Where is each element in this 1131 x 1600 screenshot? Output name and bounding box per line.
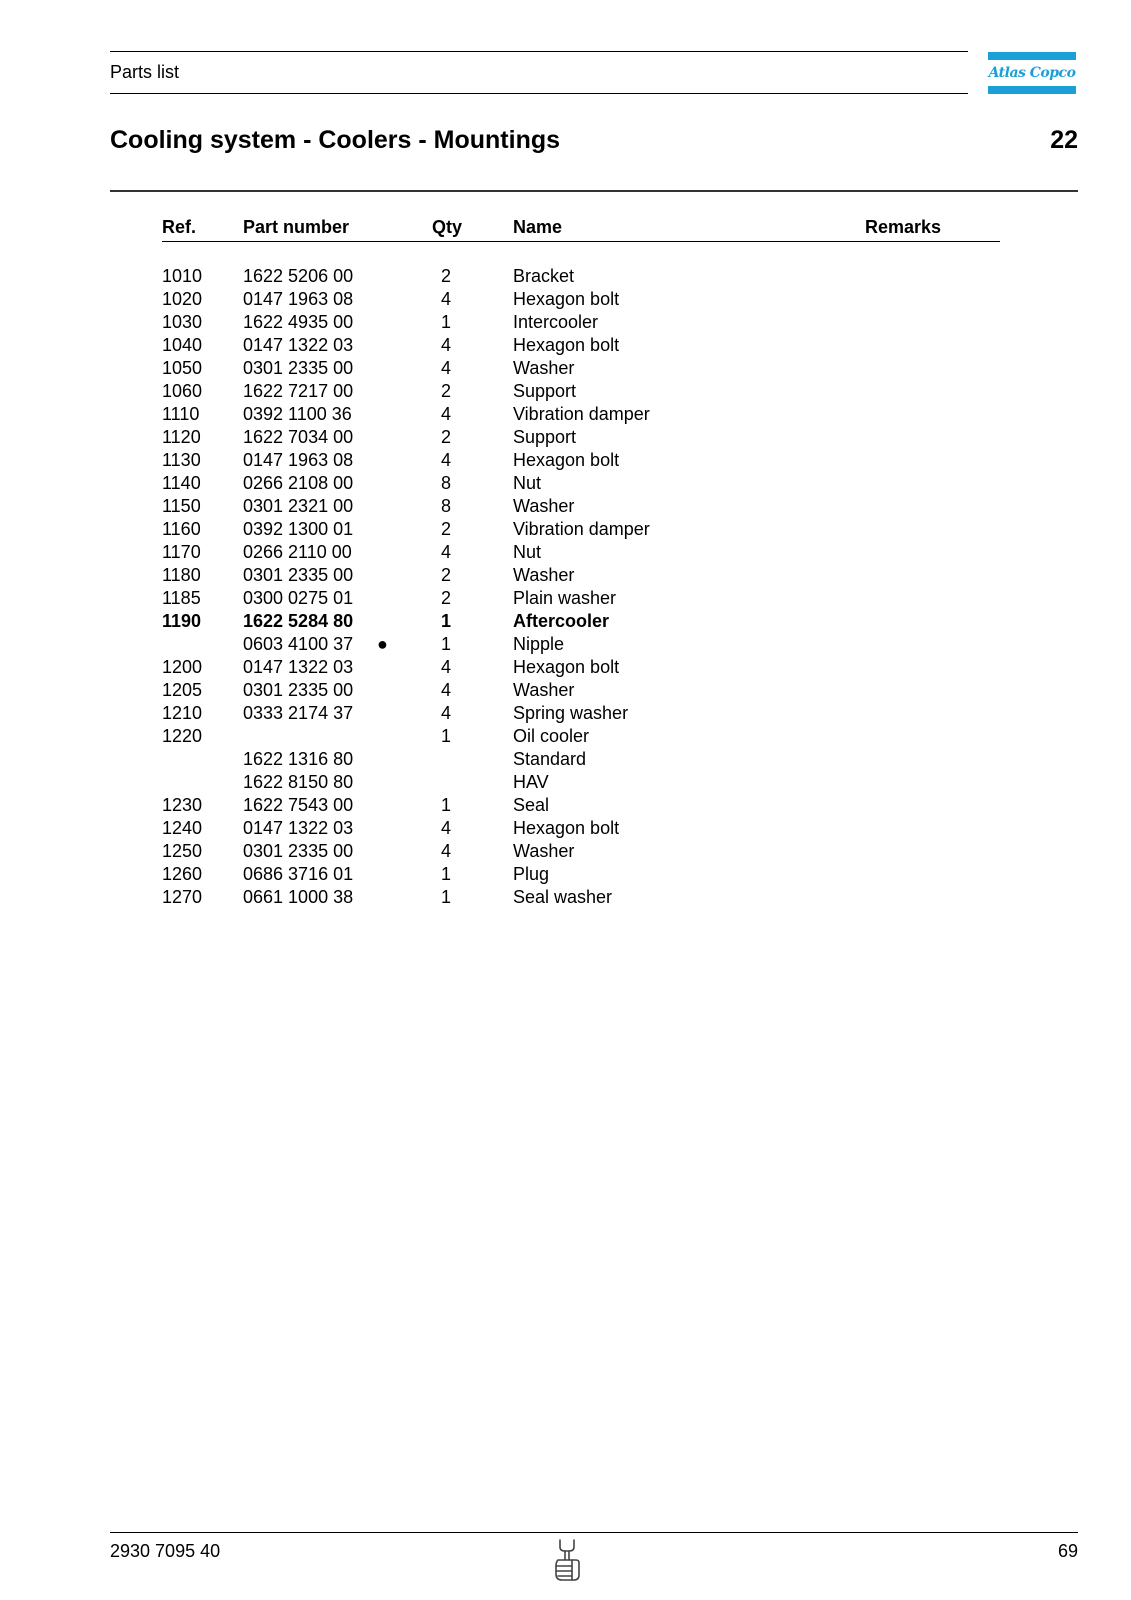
name-cell: Aftercooler	[513, 611, 610, 631]
table-row	[162, 403, 1000, 426]
table-row	[162, 633, 1000, 656]
qty-cell: 4	[440, 450, 451, 470]
ref-cell: 1270	[162, 887, 203, 907]
table-row	[162, 794, 1000, 817]
part-number-cell: 0147 1963 08	[243, 450, 354, 470]
table-row	[162, 886, 1000, 909]
section-label: Parts list	[110, 62, 180, 82]
qty-cell: 4	[440, 404, 451, 424]
table-row	[162, 610, 1000, 633]
part-number-cell: 0147 1322 03	[243, 335, 354, 355]
part-number-cell: 1622 7543 00	[243, 795, 354, 815]
table-row	[162, 748, 1000, 771]
qty-cell: 1	[440, 634, 451, 654]
ref-cell: 1190	[162, 611, 202, 631]
table-row	[162, 288, 1000, 311]
qty-cell: 1	[440, 864, 451, 884]
ref-cell: 1250	[162, 841, 203, 861]
table-row	[162, 817, 1000, 840]
ref-cell: 1200	[162, 657, 203, 677]
qty-cell: 4	[440, 680, 451, 700]
ref-cell: 1040	[162, 335, 203, 355]
part-number-cell: 0266 2110 00	[243, 542, 352, 562]
document-number: 2930 7095 40	[110, 1541, 221, 1561]
part-number-cell: 0301 2335 00	[243, 680, 354, 700]
ref-cell: 1240	[162, 818, 203, 838]
ref-cell: 1185	[162, 588, 201, 608]
qty-cell: 1	[440, 726, 451, 746]
name-cell: Spring washer	[513, 703, 629, 723]
part-number-cell: 0147 1322 03	[243, 818, 354, 838]
ref-cell: 1260	[162, 864, 203, 884]
ref-cell: 1060	[162, 381, 203, 401]
column-header-remarks: Remarks	[865, 217, 942, 237]
table-row	[162, 472, 1000, 495]
name-cell: Support	[513, 381, 577, 401]
column-header-name: Name	[513, 217, 563, 237]
ref-cell: 1020	[162, 289, 203, 309]
table-row	[162, 702, 1000, 725]
name-cell: Seal	[513, 795, 550, 815]
ref-cell: 1220	[162, 726, 203, 746]
qty-cell: 4	[440, 542, 451, 562]
ref-cell: 1110	[162, 404, 200, 424]
table-row	[162, 564, 1000, 587]
wrench-hand-icon	[552, 1538, 582, 1587]
part-number-cell: 1622 4935 00	[243, 312, 354, 332]
name-cell: Standard	[513, 749, 587, 769]
ref-cell: 1030	[162, 312, 203, 332]
ref-cell: 1130	[162, 450, 201, 470]
header-top-rule	[110, 51, 968, 52]
name-cell: Plain washer	[513, 588, 617, 608]
qty-cell: 4	[440, 657, 451, 677]
name-cell: Oil cooler	[513, 726, 590, 746]
part-number-cell: 0301 2335 00	[243, 358, 354, 378]
ref-cell: 1205	[162, 680, 203, 700]
qty-cell: 2	[440, 588, 451, 608]
ref-cell: 1050	[162, 358, 203, 378]
table-row	[162, 495, 1000, 518]
column-header-part-number: Part number	[243, 217, 350, 237]
table-row	[162, 587, 1000, 610]
name-cell: Hexagon bolt	[513, 657, 620, 677]
name-cell: Vibration damper	[513, 404, 650, 424]
atlas-copco-logo	[988, 52, 1076, 94]
part-number-cell: 0661 1000 38	[243, 887, 354, 907]
name-cell: Hexagon bolt	[513, 289, 620, 309]
part-number-cell: 1622 8150 80	[243, 772, 354, 792]
part-number-cell: 1622 7217 00	[243, 381, 354, 401]
table-row	[162, 771, 1000, 794]
qty-cell: 4	[440, 335, 451, 355]
table-row	[162, 334, 1000, 357]
table-row	[162, 518, 1000, 541]
table-body	[162, 265, 1000, 909]
qty-cell: 4	[440, 818, 451, 838]
table-row	[162, 541, 1000, 564]
part-number-cell: 1622 7034 00	[243, 427, 354, 447]
page-number: 69	[1057, 1541, 1078, 1561]
parts-table	[162, 215, 1000, 909]
title-rule	[110, 190, 1078, 192]
ref-cell: 1120	[162, 427, 201, 447]
table-row	[162, 679, 1000, 702]
part-number-cell: 0603 4100 37	[243, 634, 354, 654]
part-number-cell: 0333 2174 37	[243, 703, 354, 723]
footer-rule	[110, 1532, 1078, 1533]
qty-cell: 1	[440, 611, 451, 631]
page-title: Cooling system - Coolers - Mountings	[110, 126, 561, 154]
qty-cell: 2	[440, 427, 451, 447]
ref-cell: 1230	[162, 795, 203, 815]
ref-cell: 1150	[162, 496, 201, 516]
part-number-cell: 0392 1300 01	[243, 519, 354, 539]
part-number-cell: 0301 2335 00	[243, 565, 354, 585]
name-cell: HAV	[513, 772, 549, 792]
table-row	[162, 357, 1000, 380]
qty-cell: 4	[440, 289, 451, 309]
ref-cell: 1180	[162, 565, 201, 585]
name-cell: Bracket	[513, 266, 575, 286]
name-cell: Washer	[513, 680, 575, 700]
qty-cell: 2	[440, 519, 451, 539]
ref-cell: 1160	[162, 519, 201, 539]
part-number-cell: 1622 1316 80	[243, 749, 354, 769]
table-row	[162, 426, 1000, 449]
part-number-cell: 0147 1963 08	[243, 289, 354, 309]
qty-cell: 1	[440, 795, 451, 815]
chapter-number: 22	[1050, 126, 1078, 154]
bullet-mark: ●	[377, 634, 388, 654]
logo-top-bar	[988, 52, 1076, 60]
name-cell: Washer	[513, 841, 575, 861]
column-header-qty: Qty	[432, 217, 463, 237]
name-cell: Washer	[513, 565, 575, 585]
name-cell: Nut	[513, 542, 542, 562]
name-cell: Support	[513, 427, 577, 447]
part-number-cell: 0301 2335 00	[243, 841, 354, 861]
qty-cell: 4	[440, 841, 451, 861]
part-number-cell: 0266 2108 00	[243, 473, 354, 493]
qty-cell: 8	[440, 473, 451, 493]
qty-cell: 4	[440, 703, 451, 723]
qty-cell: 2	[440, 266, 451, 286]
table-row	[162, 656, 1000, 679]
ref-cell: 1210	[162, 703, 203, 723]
table-row	[162, 449, 1000, 472]
table-row	[162, 840, 1000, 863]
qty-cell: 8	[440, 496, 451, 516]
qty-cell: 1	[440, 887, 451, 907]
name-cell: Hexagon bolt	[513, 450, 620, 470]
table-row	[162, 863, 1000, 886]
part-number-cell: 0686 3716 01	[243, 864, 354, 884]
logo-text: Atlas Copco	[988, 65, 1076, 81]
table-row	[162, 725, 1000, 748]
qty-cell: 1	[440, 312, 451, 332]
table-header	[162, 215, 1000, 242]
name-cell: Nipple	[513, 634, 565, 654]
part-number-cell: 0301 2321 00	[243, 496, 354, 516]
name-cell: Hexagon bolt	[513, 335, 620, 355]
name-cell: Intercooler	[513, 312, 599, 332]
qty-cell: 2	[440, 381, 451, 401]
name-cell: Seal washer	[513, 887, 613, 907]
name-cell: Vibration damper	[513, 519, 650, 539]
qty-cell: 4	[440, 358, 451, 378]
part-number-cell: 0300 0275 01	[243, 588, 354, 608]
name-cell: Washer	[513, 358, 575, 378]
name-cell: Nut	[513, 473, 542, 493]
qty-cell: 2	[440, 565, 451, 585]
table-row	[162, 265, 1000, 288]
column-header-ref: Ref.	[162, 217, 197, 237]
part-number-cell: 0392 1100 36	[243, 404, 352, 424]
part-number-cell: 0147 1322 03	[243, 657, 354, 677]
ref-cell: 1170	[162, 542, 201, 562]
logo-bottom-bar	[988, 86, 1076, 94]
part-number-cell: 1622 5206 00	[243, 266, 354, 286]
name-cell: Hexagon bolt	[513, 818, 620, 838]
header-bottom-rule	[110, 93, 968, 94]
ref-cell: 1010	[162, 266, 203, 286]
table-row	[162, 311, 1000, 334]
ref-cell: 1140	[162, 473, 201, 493]
part-number-cell: 1622 5284 80	[243, 611, 354, 631]
name-cell: Washer	[513, 496, 575, 516]
name-cell: Plug	[513, 864, 550, 884]
table-row	[162, 380, 1000, 403]
